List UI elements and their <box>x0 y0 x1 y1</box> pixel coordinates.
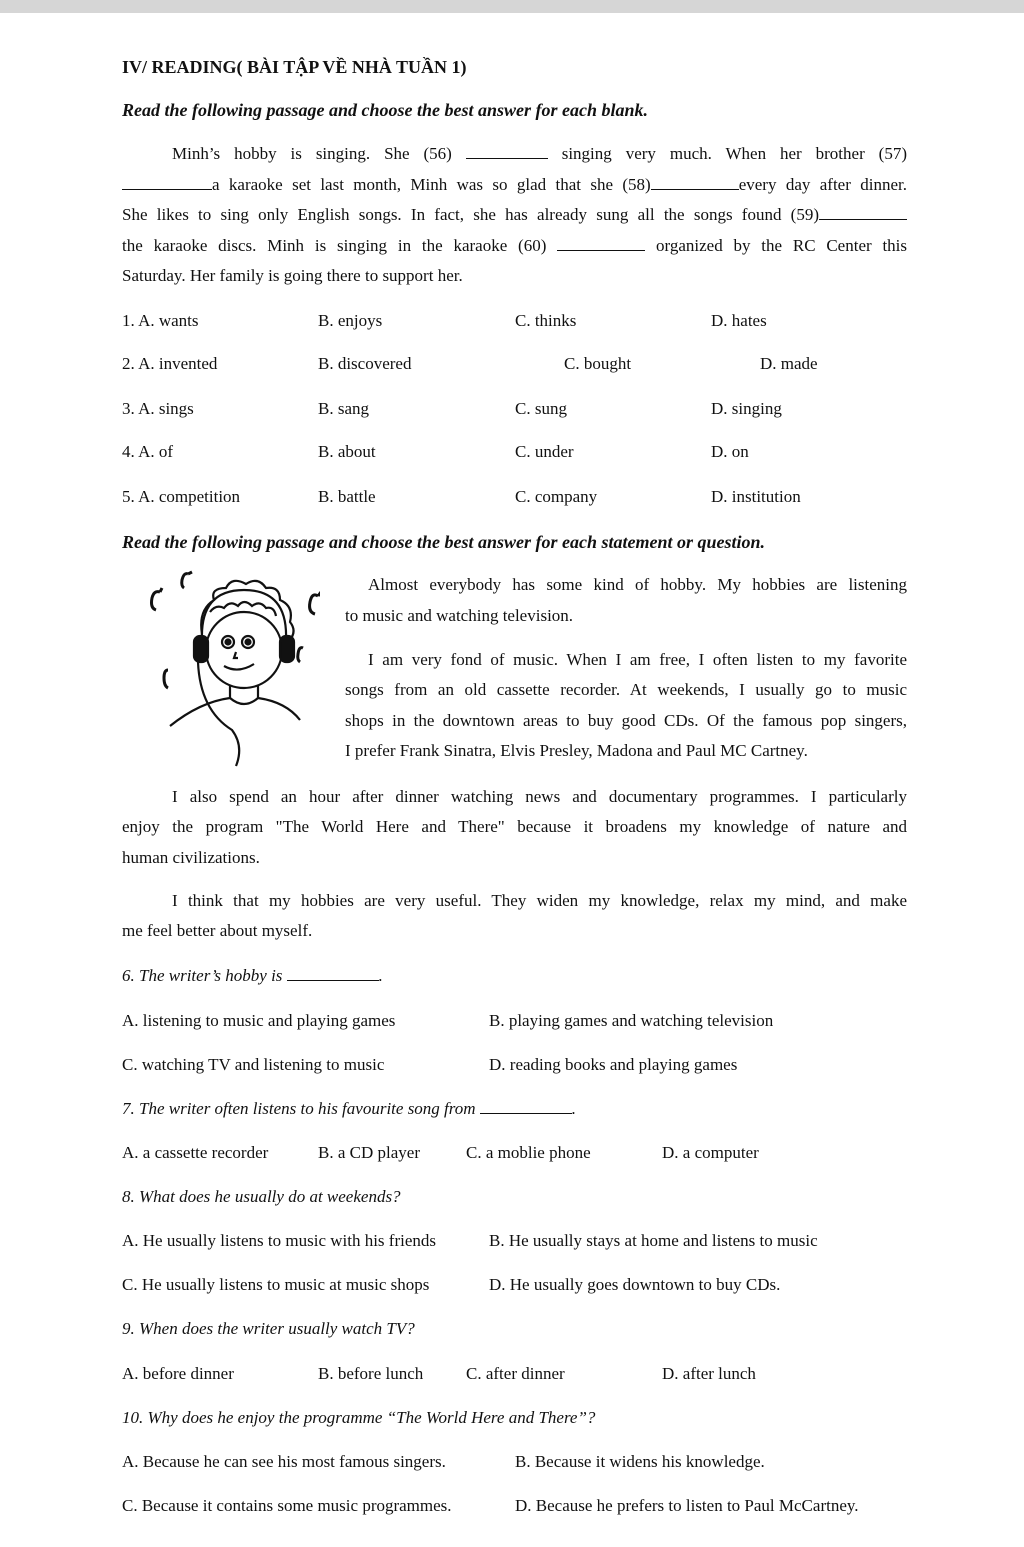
option-7c[interactable]: C. a moblie phone <box>466 1143 591 1162</box>
p2-para3-line2: enjoy the program "The World Here and There" because it broadens my knowledge of nature and <box>122 817 907 836</box>
top-bar <box>0 0 1024 13</box>
option-3b[interactable]: B. sang <box>318 399 369 418</box>
option-9d[interactable]: D. after lunch <box>662 1364 756 1383</box>
option-1a[interactable]: A. wants <box>138 311 199 330</box>
option-10b[interactable]: B. Because it widens his knowledge. <box>515 1452 765 1471</box>
option-9b[interactable]: B. before lunch <box>318 1364 424 1383</box>
option-1d[interactable]: D. hates <box>711 311 767 330</box>
option-5d[interactable]: D. institution <box>711 487 801 506</box>
blank-58 <box>651 188 739 190</box>
option-4b[interactable]: B. about <box>318 442 376 461</box>
p2-para3-line3: human civilizations. <box>122 848 260 867</box>
option-8b[interactable]: B. He usually stays at home and listens to music <box>489 1231 818 1250</box>
blank-60 <box>557 249 645 251</box>
p2-para2-line1: I am very fond of music. When I am free, I often listen to my favorite <box>368 650 907 669</box>
option-8c[interactable]: C. He usually listens to music at music shops <box>122 1275 430 1294</box>
section-title: IV/ READING( BÀI TẬP VỀ NHÀ TUẦN 1) <box>122 57 467 77</box>
option-8d[interactable]: D. He usually goes downtown to buy CDs. <box>489 1275 781 1294</box>
p2-para3-line1: I also spend an hour after dinner watching news and documentary programmes. I particularly <box>172 787 907 806</box>
p2-para2-line3: shops in the downtown areas to buy good CDs. Of the famous pop singers, <box>345 711 907 730</box>
option-6a[interactable]: A. listening to music and playing games <box>122 1011 396 1030</box>
option-4d[interactable]: D. on <box>711 442 749 461</box>
option-3d[interactable]: D. singing <box>711 399 782 418</box>
option-1b[interactable]: B. enjoys <box>318 311 383 330</box>
option-6c[interactable]: C. watching TV and listening to music <box>122 1055 385 1074</box>
girl-with-headphones-illustration <box>140 570 320 770</box>
passage-line-1: Minh’s hobby is singing. She (56) singing very much. When her brother (57) <box>172 144 907 163</box>
option-7b[interactable]: B. a CD player <box>318 1143 420 1162</box>
question-6-stem: 6. The writer’s hobby is . <box>122 966 383 985</box>
option-6b[interactable]: B. playing games and watching television <box>489 1011 774 1030</box>
option-2a[interactable]: A. invented <box>138 354 218 373</box>
blank-56 <box>466 157 548 159</box>
option-2d[interactable]: D. made <box>760 354 818 373</box>
passage-line-4: the karaoke discs. Minh is singing in the karaoke (60) organized by the RC Center this <box>122 236 908 255</box>
option-8a[interactable]: A. He usually listens to music with his friends <box>122 1231 437 1250</box>
option-10a[interactable]: A. Because he can see his most famous singers. <box>122 1452 446 1471</box>
question-8-stem: 8. What does he usually do at weekends? <box>122 1187 401 1206</box>
option-10d[interactable]: D. Because he prefers to listen to Paul McCartney. <box>515 1496 859 1515</box>
option-7a[interactable]: A. a cassette recorder <box>122 1143 269 1162</box>
part2-instruction: Read the following passage and choose the best answer for each statement or question. <box>122 532 766 552</box>
blank-57 <box>122 188 212 190</box>
option-5a[interactable]: A. competition <box>138 487 241 506</box>
p2-para2-line2: songs from an old cassette recorder. At weekends, I usually go to music <box>345 680 907 699</box>
option-4c[interactable]: C. under <box>515 442 574 461</box>
passage-line-2: a karaoke set last month, Minh was so glad that she (58) every day after dinner. <box>122 175 907 195</box>
p2-para4-line1: I think that my hobbies are very useful. They widen my knowledge, relax my mind, and make <box>172 891 907 910</box>
option-3c[interactable]: C. sung <box>515 399 567 418</box>
option-5c[interactable]: C. company <box>515 487 598 506</box>
option-2b[interactable]: B. discovered <box>318 354 412 373</box>
question-7-stem: 7. The writer often listens to his favourite song from . <box>122 1099 577 1118</box>
question-10-stem: 10. Why does he enjoy the programme “The World Here and There”? <box>122 1408 596 1427</box>
option-6d[interactable]: D. reading books and playing games <box>489 1055 738 1074</box>
question-9-stem: 9. When does the writer usually watch TV? <box>122 1319 415 1338</box>
option-10c[interactable]: C. Because it contains some music programmes. <box>122 1496 452 1515</box>
option-9c[interactable]: C. after dinner <box>466 1364 565 1383</box>
option-4a[interactable]: A. of <box>138 442 174 461</box>
option-7d[interactable]: D. a computer <box>662 1143 759 1162</box>
option-1c[interactable]: C. thinks <box>515 311 577 330</box>
p2-para1-line1: Almost everybody has some kind of hobby. My hobbies are listening <box>368 575 907 594</box>
blank-59 <box>819 218 907 220</box>
p2-para1-line2: to music and watching television. <box>345 606 574 625</box>
option-5b[interactable]: B. battle <box>318 487 376 506</box>
option-3a[interactable]: A. sings <box>138 399 194 418</box>
option-2c[interactable]: C. bought <box>564 354 632 373</box>
p2-para4-line2: me feel better about myself. <box>122 921 313 940</box>
option-9a[interactable]: A. before dinner <box>122 1364 234 1383</box>
passage-line-5: Saturday. Her family is going there to support her. <box>122 266 463 285</box>
part1-instruction: Read the following passage and choose the best answer for each blank. <box>122 100 649 120</box>
passage-line-3: She likes to sing only English songs. In fact, she has already sung all the songs found (59) <box>122 205 907 225</box>
p2-para2-line4: I prefer Frank Sinatra, Elvis Presley, Madona and Paul MC Cartney. <box>345 741 808 760</box>
